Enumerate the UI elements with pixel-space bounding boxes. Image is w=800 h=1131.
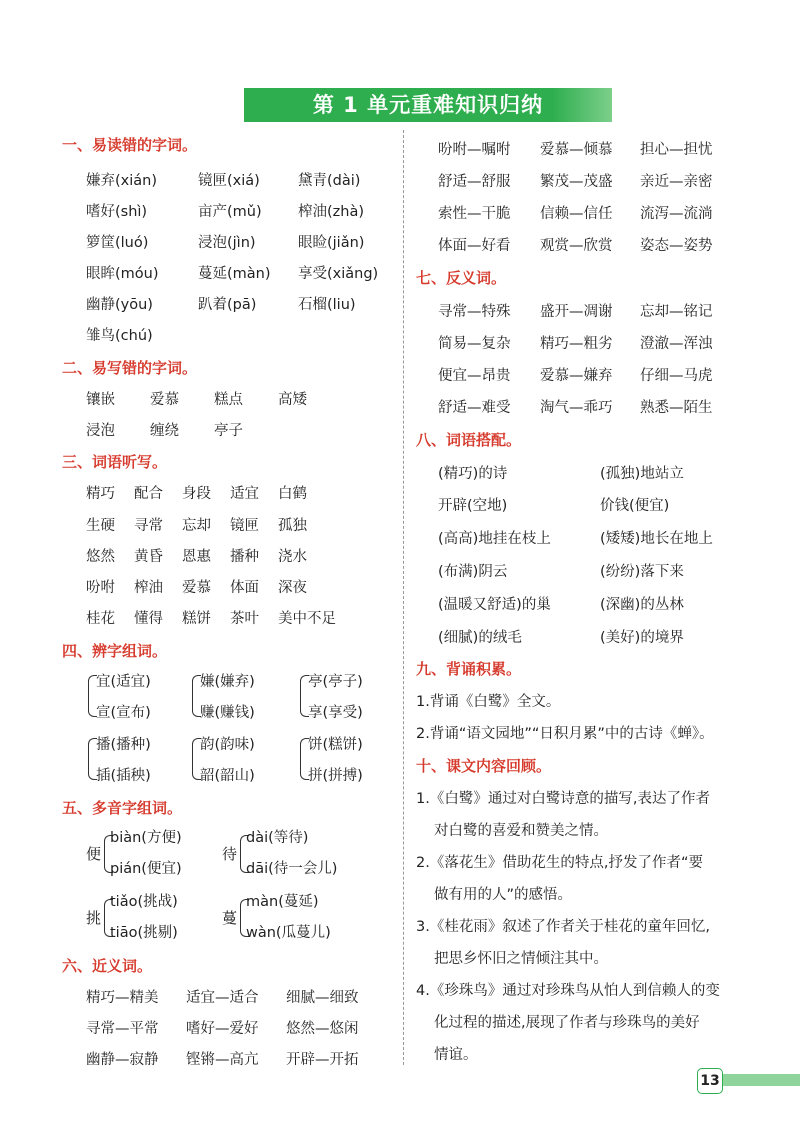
word-item: 爱慕 <box>150 392 179 408</box>
word-item: 糕饼 <box>182 611 211 627</box>
word-pair: 铿锵—高亢 <box>186 1052 259 1068</box>
word-item: 寻常 <box>134 518 163 534</box>
word-item: 眼眸(móu) <box>86 266 159 282</box>
word-pair: 嗜好—爱好 <box>186 1021 259 1037</box>
word-pair: 舒适—舒服 <box>438 174 511 190</box>
text-line: 化过程的描述,展现了作者与珍珠鸟的美好 <box>434 1015 700 1031</box>
word-item: 播(播种) <box>96 737 151 753</box>
word-pair: 熟悉—陌生 <box>640 400 713 416</box>
collocation: 开辟(空地) <box>438 498 508 514</box>
word-item: 体面 <box>230 580 259 596</box>
word-item: 浸泡(jìn) <box>198 235 256 251</box>
word-pair: 澄澈—浑浊 <box>640 336 713 352</box>
word-item: biàn(方便) <box>110 830 182 846</box>
word-pair: 悠然—悠闲 <box>286 1021 359 1037</box>
word-item: dāi(待一会儿) <box>246 861 338 877</box>
word-item: 黄昏 <box>134 549 163 565</box>
word-item: 榨油 <box>134 580 163 596</box>
text-line: 4.《珍珠鸟》通过对珍珠鸟从怕人到信赖人的变 <box>416 983 720 999</box>
section-heading-10: 十、课文内容回顾。 <box>416 757 552 775</box>
word-item: 生硬 <box>86 518 115 534</box>
word-pair: 亲近—亲密 <box>640 174 713 190</box>
word-item: 高矮 <box>278 392 307 408</box>
word-pair: 体面—好看 <box>438 238 511 254</box>
word-pair: 信赖—信任 <box>540 206 613 222</box>
word-pair: 寻常—特殊 <box>438 304 511 320</box>
word-pair: 繁茂—茂盛 <box>540 174 613 190</box>
word-item: 吩咐 <box>86 580 115 596</box>
word-item: 桂花 <box>86 611 115 627</box>
word-pair: 担心—担忧 <box>640 142 713 158</box>
word-item: 悠然 <box>86 549 115 565</box>
collocation: (高高)地挂在枝上 <box>438 531 551 547</box>
polyphone-char: 挑 <box>86 909 102 927</box>
word-item: 懂得 <box>134 611 163 627</box>
list-item: 1.背诵《白鹭》全文。 <box>416 694 561 710</box>
word-pair: 简易—复杂 <box>438 336 511 352</box>
collocation: (细腻)的绒毛 <box>438 630 522 646</box>
word-item: 爱慕 <box>182 580 211 596</box>
word-item: 韵(韵味) <box>200 737 255 753</box>
word-pair: 细腻—细致 <box>286 990 359 1006</box>
word-pair: 吩咐—嘱咐 <box>438 142 511 158</box>
word-item: 浸泡 <box>86 423 115 439</box>
word-item: 亭子 <box>214 423 243 439</box>
page-number-bar <box>720 1074 800 1086</box>
text-line: 2.《落花生》借助花生的特点,抒发了作者“要 <box>416 855 703 871</box>
text-line: 做有用的人”的感悟。 <box>434 887 573 903</box>
word-item: 嫌弃(xián) <box>86 173 157 189</box>
word-item: 镜匣 <box>230 518 259 534</box>
word-item: 雏鸟(chú) <box>86 328 153 344</box>
section-heading-3: 三、词语听写。 <box>62 453 168 471</box>
word-item: 趴着(pā) <box>198 297 257 313</box>
word-pair: 爱慕—嫌弃 <box>540 368 613 384</box>
word-item: 拼(拼搏) <box>308 768 363 784</box>
word-pair: 精巧—粗劣 <box>540 336 613 352</box>
text-line: 1.《白鹭》通过对白鹭诗意的描写,表达了作者 <box>416 791 710 807</box>
collocation: (温暖又舒适)的巢 <box>438 597 551 613</box>
word-item: 孤独 <box>278 518 307 534</box>
section-heading-8: 八、词语搭配。 <box>416 431 522 449</box>
word-pair: 盛开—凋谢 <box>540 304 613 320</box>
word-item: 享受(xiǎng) <box>298 266 379 282</box>
word-pair: 适宜—适合 <box>186 990 259 1006</box>
word-item: 镶嵌 <box>86 392 115 408</box>
word-pair: 姿态—姿势 <box>640 238 713 254</box>
word-item: 配合 <box>134 486 163 502</box>
word-item: 韶(韶山) <box>200 768 255 784</box>
text-line: 把思乡怀旧之情倾注其中。 <box>434 951 608 967</box>
word-item: pián(便宜) <box>110 861 182 877</box>
word-item: 饼(糕饼) <box>308 737 363 753</box>
word-pair: 索性—干脆 <box>438 206 511 222</box>
word-item: 蔓延(màn) <box>198 266 271 282</box>
word-item: 享(享受) <box>308 705 363 721</box>
word-pair: 仔细—马虎 <box>640 368 713 384</box>
word-pair: 幽静—寂静 <box>86 1052 159 1068</box>
word-pair: 爱慕—倾慕 <box>540 142 613 158</box>
word-item: 嫌(嫌弃) <box>200 674 255 690</box>
word-item: 插(插秧) <box>96 768 151 784</box>
word-item: tiāo(挑剔) <box>110 925 178 941</box>
word-pair: 开辟—开拓 <box>286 1052 359 1068</box>
column-divider <box>403 130 404 1065</box>
word-pair: 忘却—铭记 <box>640 304 713 320</box>
polyphone-char: 待 <box>222 845 238 863</box>
word-item: 适宜 <box>230 486 259 502</box>
word-item: dài(等待) <box>246 830 309 846</box>
page-number: 13 <box>697 1068 723 1094</box>
word-item: 宜(适宜) <box>96 674 151 690</box>
text-line: 情谊。 <box>434 1047 478 1063</box>
page-title: 第 1 单元重难知识归纳 <box>244 88 612 122</box>
section-heading-6: 六、近义词。 <box>62 957 153 975</box>
word-pair: 观赏—欣赏 <box>540 238 613 254</box>
collocation: (精巧)的诗 <box>438 466 508 482</box>
word-item: 忘却 <box>182 518 211 534</box>
collocation: (矮矮)地长在地上 <box>600 531 713 547</box>
text-line: 对白鹭的喜爱和赞美之情。 <box>434 823 608 839</box>
text-line: 3.《桂花雨》叙述了作者关于桂花的童年回忆, <box>416 919 710 935</box>
section-heading-1: 一、易读错的字词。 <box>62 136 198 154</box>
word-item: 宣(宣布) <box>96 705 151 721</box>
word-item: 亩产(mǔ) <box>198 204 262 220</box>
word-item: wàn(瓜蔓儿) <box>246 925 331 941</box>
word-item: 精巧 <box>86 486 115 502</box>
word-item: 身段 <box>182 486 211 502</box>
collocation: (布满)阴云 <box>438 564 508 580</box>
collocation: (美好)的境界 <box>600 630 684 646</box>
word-item: màn(蔓延) <box>246 894 319 910</box>
word-item: 榨油(zhà) <box>298 204 365 220</box>
word-item: 亭(亭子) <box>308 674 363 690</box>
word-item: 恩惠 <box>182 549 211 565</box>
list-item: 2.背诵“语文园地”“日积月累”中的古诗《蝉》。 <box>416 726 714 742</box>
word-item: 美中不足 <box>278 611 336 627</box>
section-heading-5: 五、多音字组词。 <box>62 799 183 817</box>
word-pair: 流泻—流淌 <box>640 206 713 222</box>
collocation: 价钱(便宜) <box>600 498 670 514</box>
word-item: 镜匣(xiá) <box>198 173 260 189</box>
word-item: 黛青(dài) <box>298 173 361 189</box>
word-item: 赚(赚钱) <box>200 705 255 721</box>
word-item: 石榴(liu) <box>298 297 356 313</box>
word-pair: 寻常—平常 <box>86 1021 159 1037</box>
polyphone-char: 便 <box>86 845 102 863</box>
word-item: 深夜 <box>278 580 307 596</box>
section-heading-2: 二、易写错的字词。 <box>62 359 198 377</box>
collocation: (孤独)地站立 <box>600 466 684 482</box>
word-item: 白鹤 <box>278 486 307 502</box>
word-item: 播种 <box>230 549 259 565</box>
section-heading-9: 九、背诵积累。 <box>416 660 522 678</box>
word-item: 幽静(yōu) <box>86 297 153 313</box>
word-item: 嗜好(shì) <box>86 204 148 220</box>
word-pair: 精巧—精美 <box>86 990 159 1006</box>
word-pair: 淘气—乖巧 <box>540 400 613 416</box>
word-item: 糕点 <box>214 392 243 408</box>
word-item: 缠绕 <box>150 423 179 439</box>
word-item: 眼睑(jiǎn) <box>298 235 365 251</box>
section-heading-4: 四、辨字组词。 <box>62 642 168 660</box>
collocation: (深幽)的丛林 <box>600 597 684 613</box>
word-pair: 舒适—难受 <box>438 400 511 416</box>
section-heading-7: 七、反义词。 <box>416 269 507 287</box>
word-item: 箩筐(luó) <box>86 235 149 251</box>
word-item: 浇水 <box>278 549 307 565</box>
polyphone-char: 蔓 <box>222 909 238 927</box>
collocation: (纷纷)落下来 <box>600 564 684 580</box>
word-item: 茶叶 <box>230 611 259 627</box>
word-item: tiǎo(挑战) <box>110 894 178 910</box>
word-pair: 便宜—昂贵 <box>438 368 511 384</box>
